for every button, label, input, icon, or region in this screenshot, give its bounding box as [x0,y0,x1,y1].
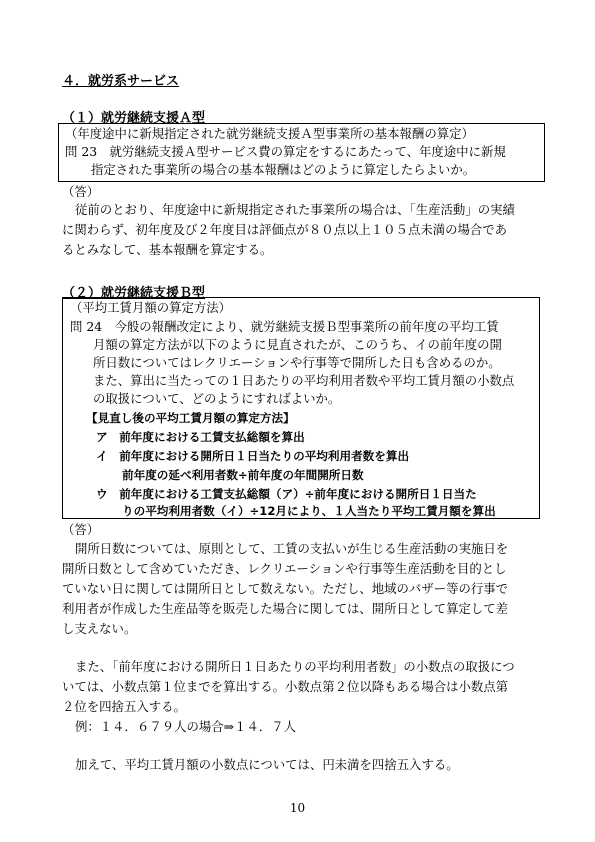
method-line-u-2: りの平均利用者数（イ）÷12月により、１人当たり平均工賃月額を算出 [122,504,496,518]
answer-a-label: （答） [62,184,100,199]
subsection-b-title-text: （２）就労継続支援Ｂ型 [62,286,206,301]
answer-b-line-4: 利用者が作成した生産品等を販売した場合に関しては、開所日として算定して差 [62,601,509,616]
answer-a-line-1: 従前のとおり、年度途中に新規指定された事業所の場合は、「生産活動」の実績 [75,202,515,217]
answer-b-line-8: いては、小数点第１位までを算出する。小数点第２位以降もある場合は小数点第 [62,679,509,694]
question-b-line-3: 所日数についてはレクリエーションや行事等で開所した日も含めるのか。 [93,355,501,370]
page-number: 10 [289,801,306,815]
question-b-line-4: また、算出に当たっての１日あたりの平均利用者数や平均工賃月額の小数点 [93,373,515,388]
answer-b-line-12: 加えて、平均工賃月額の小数点については、円未満を四捨五入する。 [75,757,459,772]
answer-b-label: （答） [62,522,100,537]
answer-b-line-2: 開所日数として含めていただき、レクリエーションや行事等生産活動を目的とし [62,561,507,576]
answer-b-line-9: ２位を四捨五入する。 [62,699,186,714]
answer-b-line-5: し支えない。 [62,621,137,636]
section-title-text: ４．就労系サービス [62,74,180,89]
question-b-line-1: 問 24 今般の報酬改定により、就労継続支援Ｂ型事業所の前年度の平均工賃 [70,319,499,334]
method-line-a: ア 前年度における工賃支払総額を算出 [96,430,305,444]
method-line-i-formula: 前年度の延べ利用者数÷前年度の年間開所日数 [122,468,364,482]
method-line-i: イ 前年度における開所日１日当たりの平均利用者数を算出 [96,449,410,463]
answer-a-line-2: に関わらず、初年度及び２年度目は評価点が８０点以上１０５点未満の場合であ [62,222,508,237]
subsection-a-title-text: （１）就労継続支援Ａ型 [62,111,206,126]
answer-b-line-7: また、「前年度における開所日１日あたりの平均利用者数」の小数点の取扱につ [75,659,515,674]
answer-b-line-3: ていない日に関しては開所日として数えない。ただし、地域のバザー等の行事で [62,581,509,596]
question-a-line-2: 指定された事業所の場合の基本報酬はどのように算定したらよいか。 [91,162,476,177]
answer-b-line-1: 開所日数については、原則として、工賃の支払いが生じる生産活動の実施日を [75,541,509,556]
method-line-u-1: ウ 前年度における工賃支払総額（ア）÷前年度における開所日１日当た [96,487,477,501]
answer-b-example: 例：１４．６７９人の場合⇒１４．７人 [75,719,297,734]
question-b-line-5: の取扱について、どのようにすればよいか。 [93,391,341,406]
question-b-heading: （平均工賃月額の算定方法） [70,300,232,315]
question-a-line-1: 問 23 就労継続支援Ａ型サービス費の算定をするにあたって、年度途中に新規 [65,144,506,159]
question-a-heading: （年度途中に新規指定された就労継続支援Ａ型事業所の基本報酬の算定） [65,126,474,141]
answer-a-line-3: るとみなして、基本報酬を算定する。 [62,242,273,257]
section-title [62,70,179,89]
method-title: 【見直し後の平均工賃月額の算定方法】 [86,411,295,425]
question-b-line-2: 月額の算定方法が以下のように見直されたが、このうち、イの前年度の開 [93,337,502,352]
